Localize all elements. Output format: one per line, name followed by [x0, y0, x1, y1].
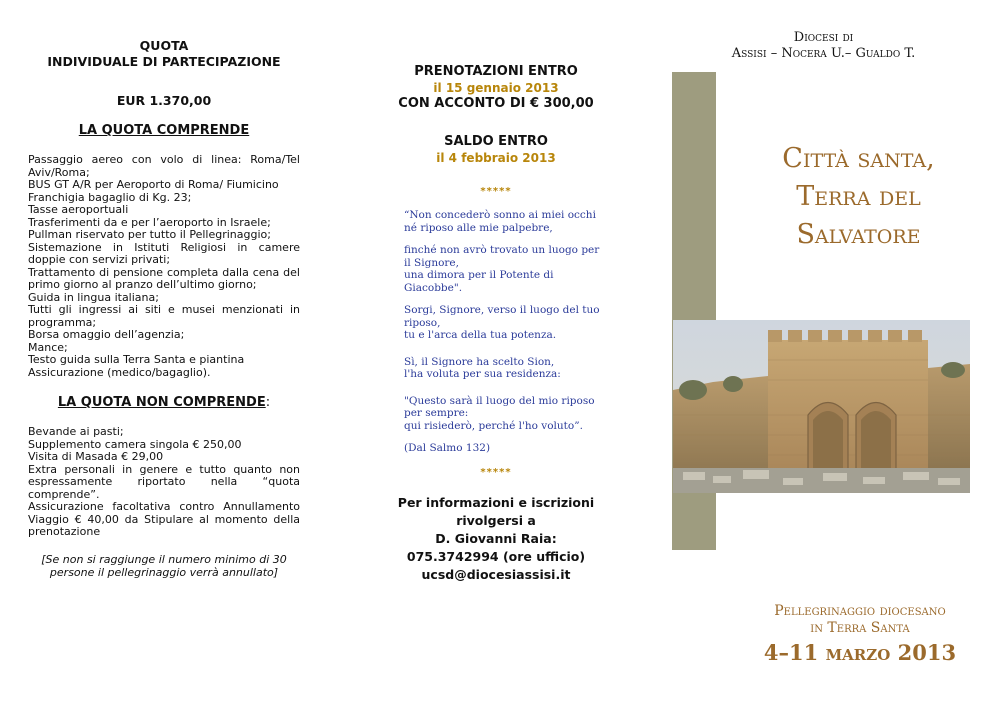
psalm-verse: (Dal Salmo 132) — [404, 442, 491, 454]
cover-title-line-2: Terra del — [796, 181, 921, 212]
psalm-verse: Sorgi, Signore, verso il luogo del tuo riposo, tu e l'arca della tua potenza. — [404, 304, 600, 341]
minimum-note: [Se non si raggiunge il numero minimo di 30 persone il pellegrinaggio verrà annullato] — [41, 552, 287, 579]
cover-panel — [655, 0, 992, 701]
comprende-item: Pullman riservato per tutto il Pellegrinaggio; — [28, 228, 271, 241]
pilgrimage-line-1: Pellegrinaggio diocesano — [774, 603, 946, 619]
comprende-item: Trasferimenti da e per l’aeroporto in Israele; — [28, 215, 271, 229]
saldo-date: il 4 febbraio 2013 — [436, 151, 556, 165]
price: EUR 1.370,00 — [116, 93, 212, 108]
pilgrimage-dates: 4–11 marzo 2013 — [763, 640, 957, 665]
comprende-heading: LA QUOTA COMPRENDE — [78, 123, 250, 138]
non-comprende-item: Supplemento camera singola € 250,00 — [28, 437, 242, 451]
comprende-item: Passaggio aereo con volo di linea: Roma/Tel Aviv/Roma; — [28, 153, 300, 179]
comprende-list — [28, 154, 300, 379]
contact-line: Per informazioni e iscrizioni — [397, 494, 595, 510]
non-comprende-list — [28, 426, 300, 539]
comprende-item: Tasse aeroportuali — [28, 203, 129, 216]
psalm-verse: Sì, il Signore ha scelto Sion, l'ha voluta per sua residenza: — [404, 355, 561, 380]
golden-gate-photo — [673, 320, 970, 493]
prenotazioni-date: il 15 gennaio 2013 — [433, 81, 559, 95]
comprende-item: Mance; — [28, 340, 68, 354]
comprende-item: Testo guida sulla Terra Santa e piantina — [28, 353, 245, 366]
comprende-item: Guida in lingua italiana; — [28, 290, 159, 304]
non-comprende-heading-text: LA QUOTA NON COMPRENDE — [57, 395, 266, 410]
quota-title-line-1: QUOTA — [139, 38, 189, 53]
non-comprende-item: Visita di Masada € 29,00 — [28, 450, 164, 463]
diocese-line-1: Diocesi di — [793, 30, 854, 45]
diocese-heading — [655, 30, 992, 62]
comprende-item: Sistemazione in Istituti Religiosi in camere doppie con servizi privati; — [28, 240, 300, 266]
comprende-item: Trattamento di pensione completa dalla cena del primo giorno al pranzo dell’ultimo giorno; — [28, 265, 300, 291]
cover-title-line-1: Città santa, — [782, 143, 935, 174]
contact-line: rivolgersi a — [456, 512, 536, 528]
quota-title-line-2: INDIVIDUALE DI PARTECIPAZIONE — [47, 54, 281, 69]
prenotazioni-title: PRENOTAZIONI ENTRO — [414, 64, 578, 79]
contact-info — [378, 494, 614, 584]
non-comprende-item: Bevande ai pasti; — [28, 425, 124, 438]
acconto: CON ACCONTO DI € 300,00 — [398, 96, 594, 111]
comprende-item: Tutti gli ingressi ai siti e musei menzionati in programma; — [28, 303, 300, 329]
stars-top: ***** — [480, 186, 512, 197]
contact-line: D. Giovanni Raia: — [435, 530, 557, 546]
left-panel — [28, 0, 300, 579]
non-comprende-colon: : — [265, 395, 271, 410]
contact-phone[interactable]: 075.3742994 (ore ufficio) — [406, 548, 586, 564]
psalm-verse: finché non avrò trovato un luogo per il Signore, una dimora per il Potente di Giacobbe". — [404, 244, 600, 294]
comprende-item: BUS GT A/R per Aeroporto di Roma/ Fiumicino — [28, 178, 279, 191]
cover-title — [725, 140, 992, 254]
stars-bottom: ***** — [480, 466, 512, 478]
psalm-verse: "Questo sarà il luogo del mio riposo per sempre: qui risiederò, perché l'ho voluto”. — [404, 394, 595, 432]
non-comprende-heading — [28, 395, 300, 410]
comprende-item: Borsa omaggio dell’agenzia; — [28, 328, 185, 341]
comprende-item: Assicurazione (medico/bagaglio). — [28, 365, 211, 379]
contact-email[interactable]: ucsd@diocesiassisi.it — [421, 566, 571, 582]
comprende-item: Franchigia bagaglio di Kg. 23; — [28, 190, 192, 204]
diocese-line-2: Assisi – Nocera U.– Gualdo T. — [731, 46, 916, 61]
psalm-verse: “Non concederò sonno ai miei occhi né riposo alle mie palpebre, — [404, 209, 596, 234]
non-comprende-item: Extra personali in genere e tutto quanto non espressamente riportato nella “quota comprende”. — [28, 462, 300, 501]
saldo-title: SALDO ENTRO — [444, 134, 548, 149]
cover-title-line-3: Salvatore — [796, 219, 921, 250]
non-comprende-item: Assicurazione facoltativa contro Annullamento Viaggio € 40,00 da Stipulare al momento della prenotazione — [28, 500, 300, 538]
pilgrimage-subtitle — [725, 603, 992, 637]
pilgrimage-line-2: in Terra Santa — [810, 620, 910, 636]
middle-panel — [378, 0, 614, 584]
psalm-verses — [378, 209, 614, 455]
quota-title — [28, 38, 300, 70]
